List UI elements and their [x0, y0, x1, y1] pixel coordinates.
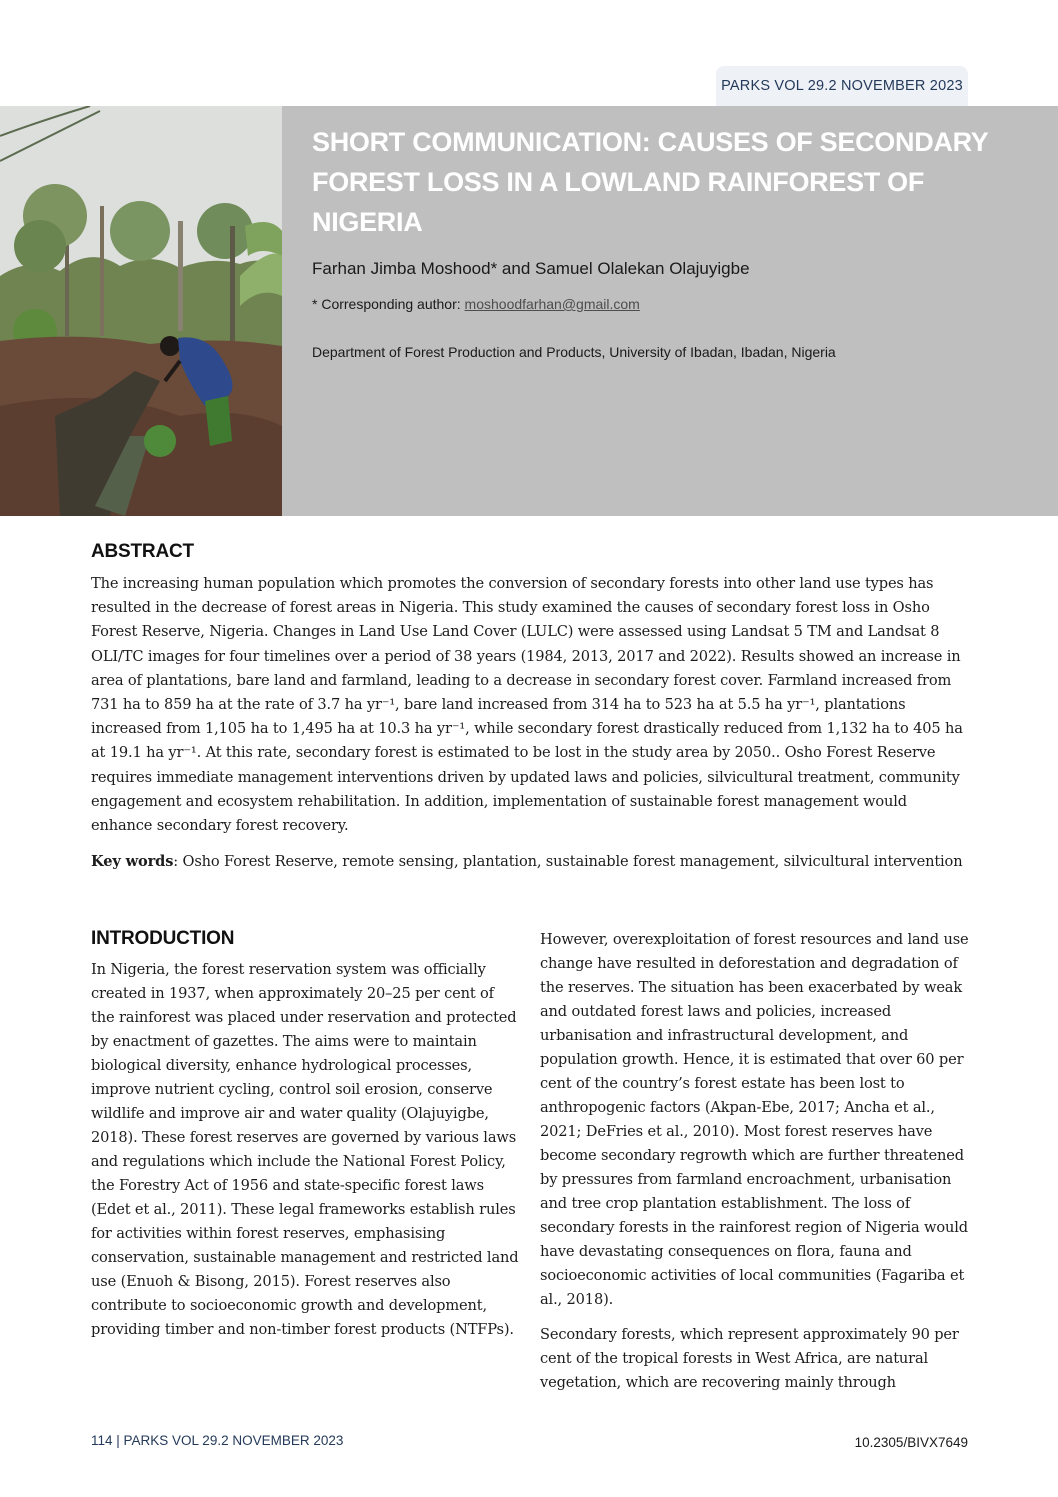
keywords [91, 850, 971, 874]
keywords-label: Key words [91, 853, 174, 870]
corresponding-author-label: * Corresponding author: [312, 296, 465, 312]
journal-issue-label: PARKS VOL 29.2 NOVEMBER 2023 [721, 78, 963, 94]
title-panel [282, 106, 1058, 516]
abstract-heading: ABSTRACT [91, 541, 194, 562]
corresponding-author-email-link[interactable]: moshoodfarhan@gmail.com [464, 296, 640, 312]
journal-issue-tab [716, 66, 968, 106]
page-footer-doi: 10.2305/BIVX7649 [854, 1435, 968, 1450]
abstract-text: The increasing human population which promotes the conversion of secondary forests into other land use types has resulted in the decrease of forest areas in Nigeria. This study examined the causes of secondary forest loss in Osho Forest Reserve, Nigeria. Changes in Land Use Land Cover (LULC) were assessed using Landsat 5 TM and Landsat 8 OLI/TC images for four timelines over a period of 38 years (1984, 2013, 2017 and 2022). Results showed an increase in area of plantations, bare land and farmland, leading to a decrease in secondary forest cover. Farmland increased from 731 ha to 859 ha at the rate of 3.7 ha yr⁻¹, bare land increased from 314 ha to 523 ha at 5.5 ha yr⁻¹, plantations increased from 1,105 ha to 1,495 ha at 10.3 ha yr⁻¹, while secondary forest drastically reduced from 1,132 ha to 405 ha at 19.1 ha yr⁻¹. At this rate, secondary forest is estimated to be lost in the study area by 2050.. Osho Forest Reserve requires immediate management interventions driven by updated laws and policies, silvicultural treatment, community engagement and ecosystem rehabilitation. In addition, implementation of sustainable forest management would enhance secondary forest recovery. [91, 575, 963, 835]
paragraph: In Nigeria, the forest reservation system was officially created in 1937, when approximately 20–25 per cent of the rainforest was placed under reservation and protected by enactment of gazettes. The aims were to maintain biological diversity, enhance hydrological processes, improve nutrient cycling, control soil erosion, conserve wildlife and improve air and water quality (Olajuyigbe, 2018). These forest reserves are governed by various laws and regulations which include the National Forest Policy, the Forestry Act of 1956 and state-specific forest laws (Edet et al., 2011). These legal frameworks establish rules for activities within forest reserves, emphasising conservation, sustainable management and restricted land use (Enuoh & Bisong, 2015). Forest reserves also contribute to socioeconomic growth and development, providing timber and non-timber forest products (NTFPs). [91, 961, 519, 1338]
paragraph: Secondary forests, which represent approximately 90 per cent of the tropical forests in West Africa, are natural vegetation, which are recovering mainly through [540, 1326, 959, 1391]
forest-clearing-photo-icon [0, 106, 282, 516]
corresponding-author [312, 296, 640, 312]
author-affiliation: Department of Forest Production and Products, University of Ibadan, Ibadan, Nigeria [312, 344, 836, 360]
introduction-column-left [91, 958, 519, 1353]
introduction-heading: INTRODUCTION [91, 928, 235, 949]
article-authors: Farhan Jimba Moshood* and Samuel Olalekan Olajuyigbe [312, 259, 750, 278]
keywords-list: : Osho Forest Reserve, remote sensing, plantation, sustainable forest management, silvicultural intervention [173, 853, 963, 870]
introduction-column-right [540, 928, 970, 1406]
page-footer-issue: 114 | PARKS VOL 29.2 NOVEMBER 2023 [91, 1433, 344, 1448]
hero-photo [0, 106, 282, 516]
article-title: SHORT COMMUNICATION: CAUSES OF SECONDARY FOREST LOSS IN A LOWLAND RAINFOREST OF NIGERIA [312, 127, 989, 237]
paragraph: However, overexploitation of forest resources and land use change have resulted in deforestation and degradation of the reserves. The situation has been exacerbated by weak and outdated forest laws and policies, increased urbanisation and infrastructural development, and population growth. Hence, it is estimated that over 60 per cent of the country’s forest estate has been lost to anthropogenic factors (Akpan-Ebe, 2017; Ancha et al., 2021; DeFries et al., 2010). Most forest reserves have become secondary regrowth which are further threatened by pressures from farmland encroachment, urbanisation and tree crop plantation establishment. The loss of secondary forests in the rainforest region of Nigeria would have devastating consequences on flora, fauna and socioeconomic activities of local communities (Fagariba et al., 2018). [540, 931, 969, 1308]
